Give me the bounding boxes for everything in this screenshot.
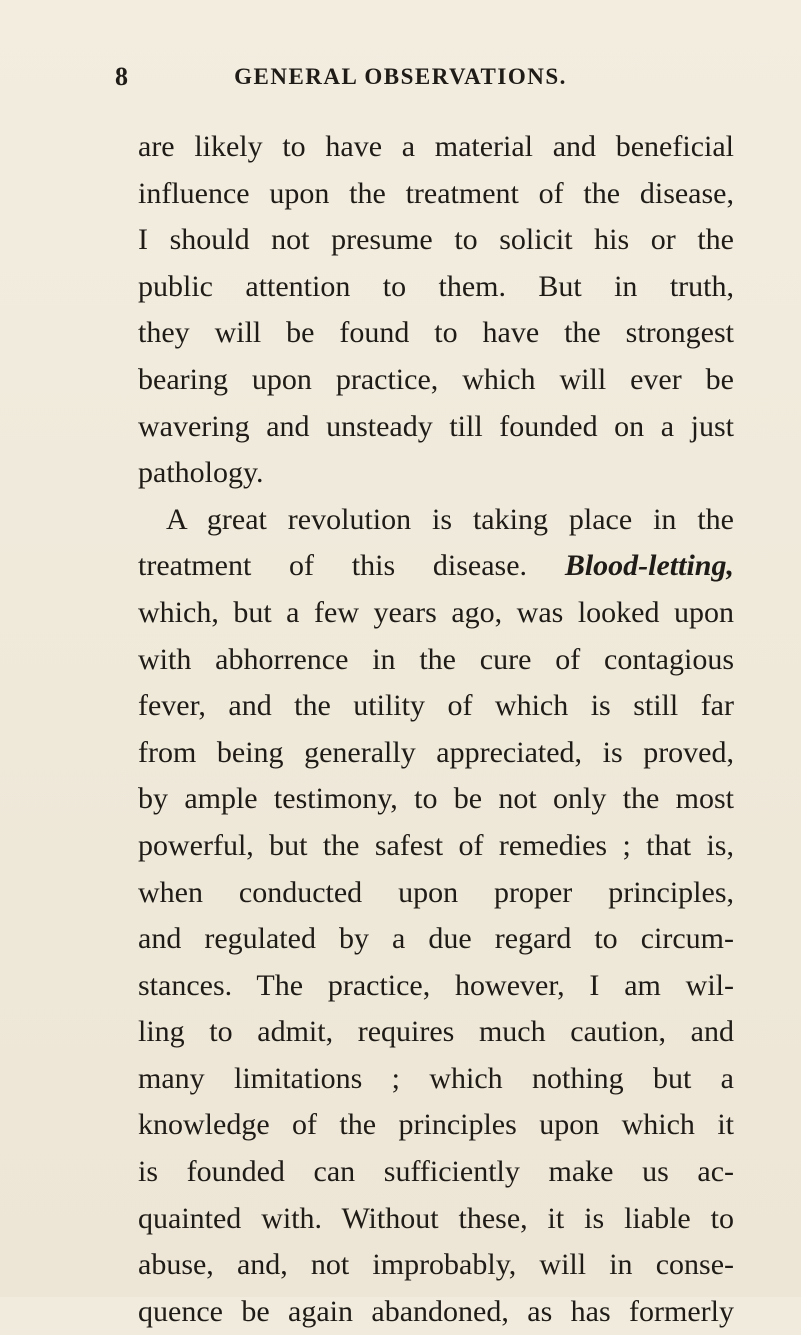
emphasized-term: Blood-letting,: [564, 549, 734, 583]
text-line: they will be found to have the strongest: [138, 316, 734, 350]
text-line: I should not presume to solicit his or the: [138, 223, 734, 257]
page-number: 8: [115, 62, 128, 91]
text-line: when conducted upon proper principles,: [138, 875, 734, 909]
page-header: [0, 62, 801, 102]
text-line: is founded can sufficiently make us ac-: [138, 1155, 734, 1189]
text-line: influence upon the treatment of the disease,: [138, 176, 734, 210]
text-line: ling to admit, requires much caution, and: [138, 1015, 734, 1049]
text-line: are likely to have a material and beneficial: [138, 130, 734, 163]
text-line: abuse, and, not improbably, will in conse-: [138, 1248, 734, 1282]
text-line: bearing upon practice, which will ever be: [138, 362, 734, 396]
text-line: with abhorrence in the cure of contagious: [138, 642, 734, 676]
text-line: quainted with. Without these, it is liable to: [138, 1201, 734, 1235]
body-text: [138, 124, 734, 1335]
paragraph-start-line: A great revolution is taking place in the: [166, 502, 734, 536]
text-line: quence be again abandoned, as has formerly: [138, 1294, 734, 1328]
text-line: wavering and unsteady till founded on a just: [138, 409, 734, 443]
text-line-with-emphasis: [138, 543, 734, 590]
text-line: and regulated by a due regard to circum-: [138, 922, 734, 956]
text-line: stances. The practice, however, I am wil-: [138, 968, 734, 1002]
running-head: GENERAL OBSERVATIONS.: [234, 64, 567, 89]
text-line: which, but a few years ago, was looked upon: [138, 595, 734, 629]
text-segment: treatment of this disease.: [138, 549, 528, 583]
text-line: fever, and the utility of which is still far: [138, 689, 734, 723]
text-line: from being generally appreciated, is proved,: [138, 735, 734, 769]
text-line: public attention to them. But in truth,: [138, 269, 734, 303]
text-line: by ample testimony, to be not only the most: [138, 782, 734, 816]
text-line: powerful, but the safest of remedies ; that is,: [138, 828, 734, 862]
text-line: many limitations ; which nothing but a: [138, 1061, 734, 1095]
text-line: knowledge of the principles upon which it: [138, 1108, 734, 1142]
text-line: pathology.: [138, 456, 264, 490]
